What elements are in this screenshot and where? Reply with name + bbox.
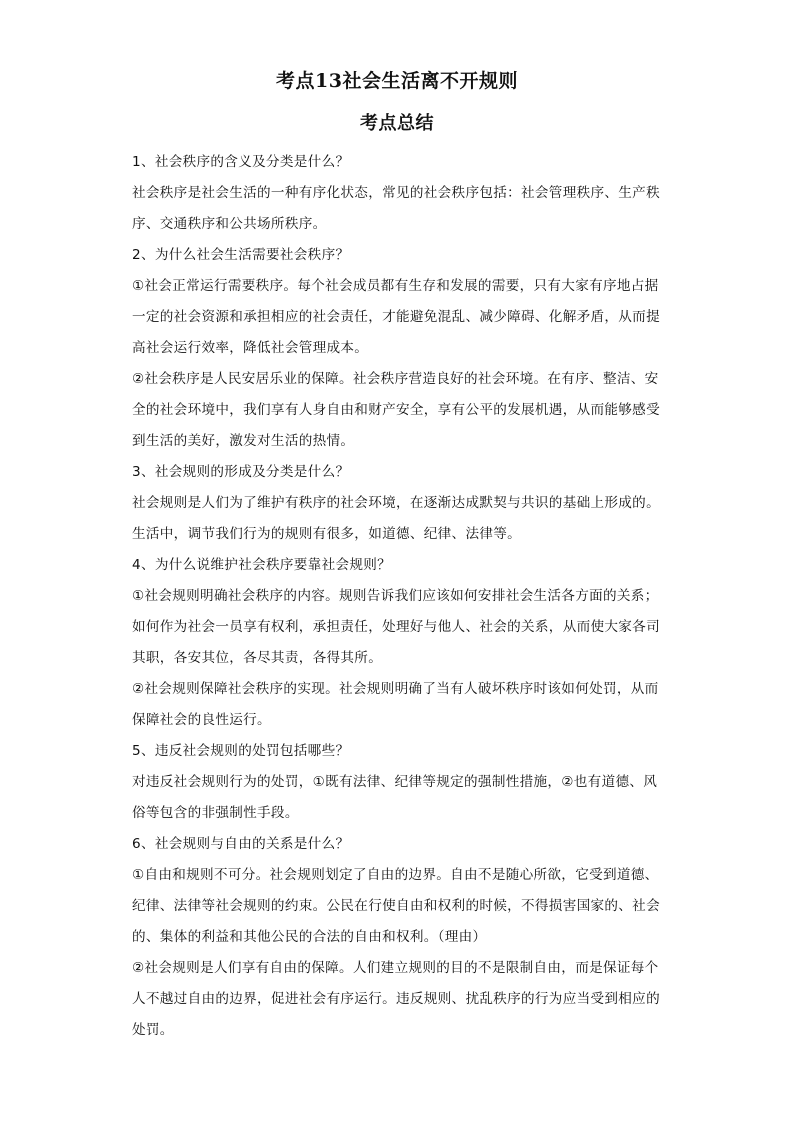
section-answer [132,860,662,1046]
section-question: 6、社会规则与自由的关系是什么？ [132,836,350,852]
section-answer [132,767,662,829]
answer-line: ①社会规则明确社会秩序的内容。规则告诉我们应该如何安排社会生活各方面的关系； [132,588,659,604]
answer-line: 生活中，调节我们行为的规则有很多，如道德、纪律、法律等。 [132,526,522,542]
answer-line: ①社会正常运行需要秩序。每个社会成员都有生存和发展的需要，只有大家有序地占据 [132,278,659,294]
summary-section [132,736,662,829]
answer-line: 高社会运行效率，降低社会管理成本。 [132,340,369,356]
answer-line: 到生活的美好，激发对生活的热情。 [132,433,355,449]
answer-line: 俗等包含的非强制性手段。 [132,805,299,821]
answer-line: 的、集体的利益和其他公民的合法的自由和权利。（理由） [132,929,487,945]
answer-line: 处罚。 [132,1022,174,1038]
answer-line: ②社会规则是人们享有自由的保障。人们建立规则的目的不是限制自由，而是保证每个 [132,960,659,976]
section-answer [132,488,662,550]
document-subtitle: 考点总结 [360,113,434,134]
answer-line: 纪律、法律等社会规则的约束。公民在行使自由和权利的时候，不得损害国家的、社会 [132,898,660,914]
answer-line: 其职，各安其位，各尽其责，各得其所。 [132,650,383,666]
summary-section [132,829,662,1046]
answer-line: 对违反社会规则行为的处罚，①既有法律、纪律等规定的强制性措施，②也有道德、风 [132,774,658,790]
answer-line: 一定的社会资源和承担相应的社会责任，才能避免混乱、减少障碍、化解矛盾，从而提 [132,309,660,325]
answer-line: 序、交通秩序和公共场所秩序。 [132,216,327,232]
answer-line: ①自由和规则不可分。社会规则划定了自由的边界。自由不是随心所欲，它受到道德、 [132,867,659,883]
section-question: 3、社会规则的形成及分类是什么？ [132,464,350,480]
section-question: 4、为什么说维护社会秩序要靠社会规则？ [132,557,392,573]
answer-line: 社会规则是人们为了维护有秩序的社会环境，在逐渐达成默契与共识的基础上形成的。 [132,495,660,511]
answer-line: 如何作为社会一员享有权利，承担责任，处理好与他人、社会的关系，从而使大家各司 [132,619,660,635]
answer-line: 社会秩序是社会生活的一种有序化状态，常见的社会秩序包括：社会管理秩序、生产秩 [132,185,660,201]
answer-line: 保障社会的良性运行。 [132,712,271,728]
answer-line: ②社会秩序是人民安居乐业的保障。社会秩序营造良好的社会环境。在有序、整洁、安 [132,371,659,387]
summary-section [132,550,662,736]
answer-line: ②社会规则保障社会秩序的实现。社会规则明确了当有人破坏秩序时该如何处罚，从而 [132,681,659,697]
summary-sections [132,147,662,1046]
document-title: 考点13社会生活离不开规则 [276,70,518,92]
summary-section [132,147,662,240]
section-answer [132,581,662,736]
section-question: 5、违反社会规则的处罚包括哪些？ [132,743,350,759]
summary-section [132,240,662,457]
section-answer [132,271,662,457]
section-question: 1、社会秩序的含义及分类是什么？ [132,154,350,170]
answer-line: 人不越过自由的边界，促进社会有序运行。违反规则、扰乱秩序的行为应当受到相应的 [132,991,660,1007]
summary-section [132,457,662,550]
answer-line: 全的社会环境中，我们享有人身自由和财产安全，享有公平的发展机遇，从而能够感受 [132,402,660,418]
section-answer [132,178,662,240]
section-question: 2、为什么社会生活需要社会秩序？ [132,247,350,263]
